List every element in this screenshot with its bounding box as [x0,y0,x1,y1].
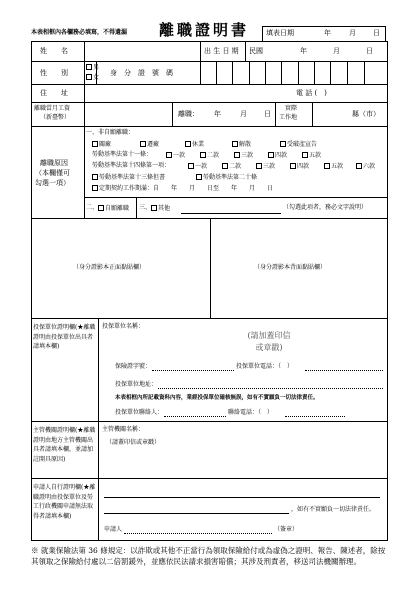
opt-closed[interactable] [185,141,204,148]
opt-bankrupt[interactable] [280,141,317,148]
art20-option[interactable] [196,174,257,181]
wage-label-1: 離職當月工資 [34,105,71,112]
art14-item6[interactable] [356,163,375,170]
ins-no-label: 保險證字號： [115,363,152,370]
fixed-term-checkbox[interactable] [92,185,98,191]
art11-item2-checkbox[interactable] [200,152,206,158]
art14-item3[interactable] [256,163,275,170]
authority-stamp-hint: （請蓋印信或章戳） [106,439,161,446]
legal-footnote: ※ 就業保險法第 36 條規定：以詐欺或其他不正當行為領取保險給付或為虛偽之證明、報告、陳述者，除按其領取之保險給付處以二倍罰鍰外，並應依民法請求損害賠償；其涉及刑責者，移送司法機關辦理。 [31,546,386,567]
art11-item5-checkbox[interactable] [302,152,308,158]
opt-closed-label: 休業 [192,141,205,148]
art11-item3[interactable] [234,152,253,159]
authority-name-label: 主管機關名稱： [102,426,145,433]
ins-no-field[interactable] [152,370,234,371]
opt-closed-checkbox[interactable] [185,141,191,147]
art14-item2[interactable] [222,163,241,170]
wage-label-2: （新臺幣） [40,114,71,121]
dob-label: 出 生 日 期 [204,47,239,55]
opt-layoff-checkbox[interactable] [92,141,98,147]
art20-label: 勞動基準法第二十條 [203,174,258,181]
applicant-label: 申請人 [104,526,123,533]
sex-label: 性 別 [40,69,68,77]
reason-section-2: 二、 [86,204,99,211]
employer-declaration: 本表相框內所記載資料內容，業經投保單位確核無誤，如有不實願負一切法律責任。 [115,395,319,401]
id-front-paste-area: （身分證影本正面黏貼欄） [73,264,146,271]
art14-item4[interactable] [290,163,309,170]
art14-item5[interactable] [324,163,343,170]
leave-day: 日 [264,110,271,118]
art14-item2-label: 二款 [229,163,242,170]
name-label: 姓 名 [40,47,68,55]
art13-option[interactable] [92,174,165,181]
voluntary-checkbox[interactable] [98,205,104,211]
art13-checkbox[interactable] [92,174,98,180]
reason-section-involuntary: 一、非自願離職： [86,129,135,136]
sex-male-checkbox[interactable] [86,64,92,70]
art14-item1-checkbox[interactable] [188,163,194,169]
id-back-paste-area: （身分證影本背面黏貼欄） [254,264,327,271]
self-decl-section-label: 申請人自行證明欄(★離職證明由投保單位及勞工行政機關申請無法取得者請填本欄) [33,484,96,520]
opt-layoff-label: 關廠 [99,141,112,148]
fill-date-label: 填表日期 [266,29,294,37]
employer-address-label: 投保單位地址： [115,381,158,388]
employer-section-label: 投保單位證明欄(★離職證明由投保單位出具者請填本欄) [33,324,96,351]
other-checkbox[interactable] [151,205,157,211]
authority-section-label: 主管機關證明欄(★離職證明由地方主管機關出具者請填本欄，並請加註開具原因) [33,427,96,463]
sex-female-label: 女 [93,74,100,81]
reason-label-3: 勾選一項） [35,179,70,187]
other-option[interactable] [151,205,170,212]
workplace-label-1: 實際 [285,105,298,112]
employer-stamp-area [244,330,294,354]
art14-item6-label: 六款 [363,163,376,170]
other-reason-line[interactable] [181,213,281,214]
opt-dissolve[interactable] [232,141,251,148]
art14-item3-checkbox[interactable] [256,163,262,169]
art11-item3-checkbox[interactable] [234,152,240,158]
art14-item4-checkbox[interactable] [290,163,296,169]
reason-section-3: 三、 [139,204,152,211]
self-decl-liability: ，如有不實願負一切法律責任。 [291,506,376,513]
opt-relocate[interactable] [140,141,159,148]
opt-relocate-label: 遷廠 [147,141,160,148]
art14-item5-label: 五款 [331,163,344,170]
other-label: 其他 [158,205,171,212]
art11-item4-label: 四款 [275,152,288,159]
employer-address-field[interactable] [158,388,383,389]
sex-male-label: 男 [93,64,100,71]
applicant-signature-field[interactable] [124,533,272,534]
contact-phone-label: 聯絡電話：（ ） [228,409,274,416]
fixed-term-label: 定期契約工作期滿：自 年 月 日至 年 月 日 [99,185,274,192]
art14-item1[interactable] [188,163,207,170]
reason-label-2: （本欄僅可 [35,169,70,177]
art20-checkbox[interactable] [196,174,202,180]
fixed-term-option[interactable] [92,185,273,192]
opt-relocate-checkbox[interactable] [140,141,146,147]
opt-bankrupt-label: 受破產宣告 [287,141,318,148]
workplace-label-2: 工作地 [279,114,298,121]
voluntary-label: 自願離職 [105,205,130,212]
art11-item1[interactable] [166,152,185,159]
self-decl-line-2[interactable] [104,513,289,514]
art11-item1-label: 一款 [173,152,186,159]
sex-female-option[interactable] [86,74,99,81]
opt-dissolve-label: 解散 [239,141,252,148]
art14-item3-label: 三款 [263,163,276,170]
sex-male-option[interactable] [86,64,99,71]
id-number-label: 身 分 證 號 碼 [110,69,173,77]
leave-date-label: 離職： [178,110,199,118]
employer-stamp-line1: (請加蓋印信 [247,331,291,340]
art14-item4-label: 四款 [297,163,310,170]
art11-item4-checkbox[interactable] [268,152,274,158]
reason-label-1: 離職原因 [40,159,68,167]
sex-female-checkbox[interactable] [86,74,92,80]
art11-item1-checkbox[interactable] [166,152,172,158]
fill-date-year: 年 [324,29,331,37]
art14-item5-checkbox[interactable] [324,163,330,169]
art13-label: 勞動基準法第十三條但書 [99,174,166,181]
county-label: 縣（市） [352,110,380,118]
art11-item4[interactable] [268,152,287,159]
contact-phone-field[interactable] [285,416,345,417]
phone-label: 電 話 ( ) [296,89,327,97]
dob-month: 月 [333,47,340,55]
fill-date-month: 月 [349,29,356,37]
contact-field[interactable] [164,416,226,417]
fill-date-day: 日 [373,29,380,37]
other-hint: （勾選此項者，務必文字說明） [283,204,368,211]
form-notice: 本表相框內各欄務必填寫，不得遺漏 [31,29,128,36]
employer-stamp-line2: 或章戳) [255,343,283,352]
art14-item2-checkbox[interactable] [222,163,228,169]
leave-year: 年 [214,110,221,118]
dob-day: 日 [366,47,373,55]
art14-item6-checkbox[interactable] [356,163,362,169]
art11-item5[interactable] [302,152,321,159]
dob-roc: 民國 [249,47,263,55]
page-title: 離職證明書 [159,21,250,39]
self-decl-line-1[interactable] [104,497,380,498]
art14-item1-label: 一款 [195,163,208,170]
address-label: 住 址 [40,89,68,97]
art11-item3-label: 三款 [241,152,254,159]
art11-item2[interactable] [200,152,219,159]
applicant-sign-hint: （簽章） [274,526,299,533]
employer-phone-field[interactable] [305,370,383,371]
employer-unit-name: 投保單位名稱： [102,323,145,330]
opt-bankrupt-checkbox[interactable] [280,141,286,147]
employer-phone-label: 投保單位電話：（ ） [236,363,294,370]
contact-label: 投保單位聯絡人： [115,409,164,416]
art14-label: 勞動基準法第十四條第一項： [92,162,171,169]
voluntary-option[interactable] [98,205,129,212]
opt-dissolve-checkbox[interactable] [232,141,238,147]
art11-item2-label: 二款 [207,152,220,159]
leave-month: 月 [240,110,247,118]
art11-label: 勞動基準法第十一條： [92,151,153,158]
dob-year: 年 [300,47,307,55]
art11-item5-label: 五款 [309,152,322,159]
opt-layoff[interactable] [92,141,111,148]
